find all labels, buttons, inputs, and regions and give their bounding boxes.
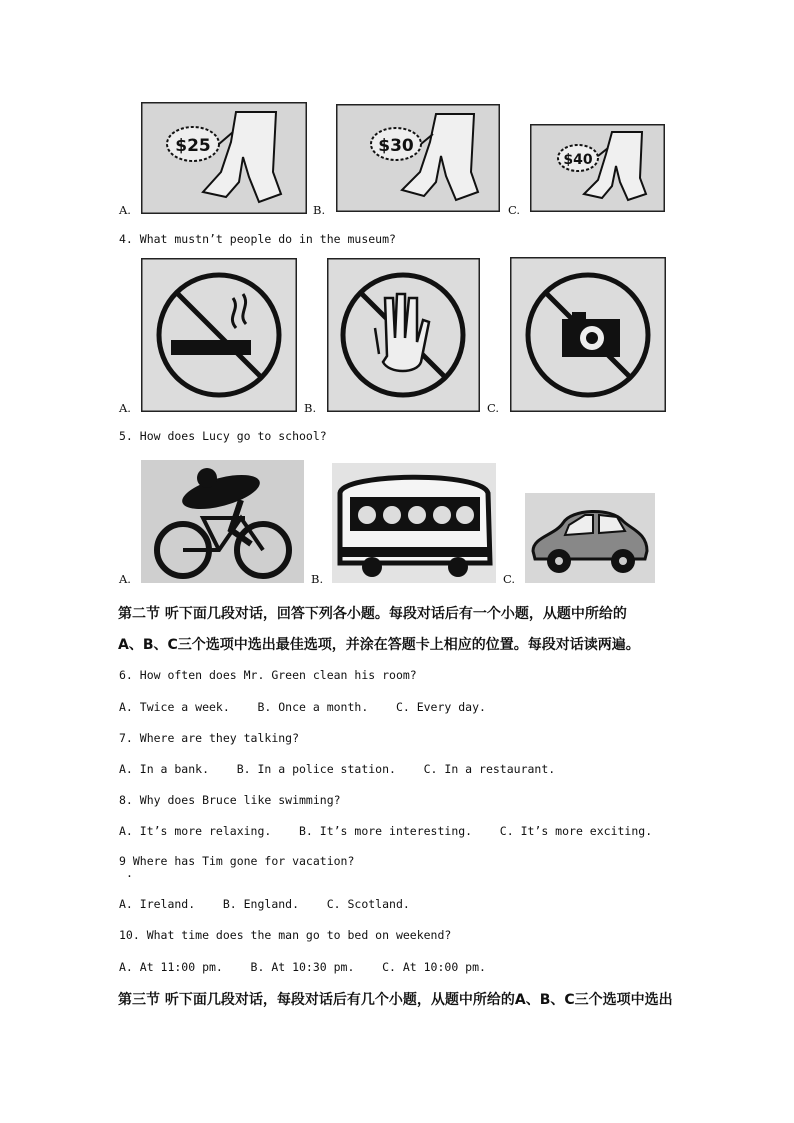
q3-price-a: $25 <box>175 136 211 156</box>
car-icon[interactable] <box>525 493 655 583</box>
q10-question: 10. What time does the man go to bed on weekend? <box>119 928 452 942</box>
q4-option-a-label: A. <box>119 401 131 415</box>
q3-option-a-label: A. <box>119 203 131 217</box>
q5-question: 5. How does Lucy go to school? <box>119 429 327 443</box>
q8-answer-options: A. It’s more relaxing. B. It’s more interesting. C. It’s more exciting. <box>119 824 653 838</box>
q10-answer-options: A. At 11:00 pm. B. At 10:30 pm. C. At 10:00 pm. <box>119 960 486 974</box>
trousers-price-tag-icon[interactable] <box>530 124 665 212</box>
q5-option-c-label: C. <box>503 572 516 586</box>
q9-question: 9 Where has Tim gone for vacation? <box>119 854 355 868</box>
q6-answer-options: A. Twice a week. B. Once a month. C. Every day. <box>119 700 486 714</box>
section2-instruction-line2: A、B、C三个选项中选出最佳选项，并涂在答题卡上相应的位置。每段对话读两遍。 <box>118 637 640 653</box>
q4-question: 4. What mustn’t people do in the museum? <box>119 232 396 246</box>
no-smoking-sign-icon[interactable] <box>141 258 297 412</box>
q9-answer-options: A. Ireland. B. England. C. Scotland. <box>119 897 410 911</box>
q4-option-c-label: C. <box>487 401 500 415</box>
q7-answer-options: A. In a bank. B. In a police station. C. In a restaurant. <box>119 762 556 776</box>
bus-icon[interactable] <box>332 463 496 583</box>
no-photography-sign-icon[interactable] <box>510 257 666 412</box>
no-touching-sign-icon[interactable] <box>327 258 480 412</box>
q7-question: 7. Where are they talking? <box>119 731 300 745</box>
trousers-price-tag-icon[interactable] <box>336 104 500 212</box>
q5-option-a-label: A. <box>119 572 131 586</box>
q3-option-b-label: B. <box>313 203 326 217</box>
q8-question: 8. Why does Bruce like swimming? <box>119 793 341 807</box>
cyclist-icon[interactable] <box>141 460 304 583</box>
section2-instruction-line1: 第二节 听下面几段对话，回答下列各小题。每段对话后有一个小题，从题中所给的 <box>118 606 627 622</box>
q3-price-b: $30 <box>378 136 414 156</box>
q3-option-c-label: C. <box>508 203 521 217</box>
section3-instruction-line1: 第三节 听下面几段对话，每段对话后有几个小题，从题中所给的A、B、C三个选项中选出 <box>118 992 673 1008</box>
q9-stray-dot: . <box>126 866 133 880</box>
q6-question: 6. How often does Mr. Green clean his room? <box>119 668 417 682</box>
trousers-price-tag-icon[interactable] <box>141 102 307 214</box>
q5-option-b-label: B. <box>311 572 324 586</box>
q4-option-b-label: B. <box>304 401 317 415</box>
q3-price-c: $40 <box>563 152 593 168</box>
